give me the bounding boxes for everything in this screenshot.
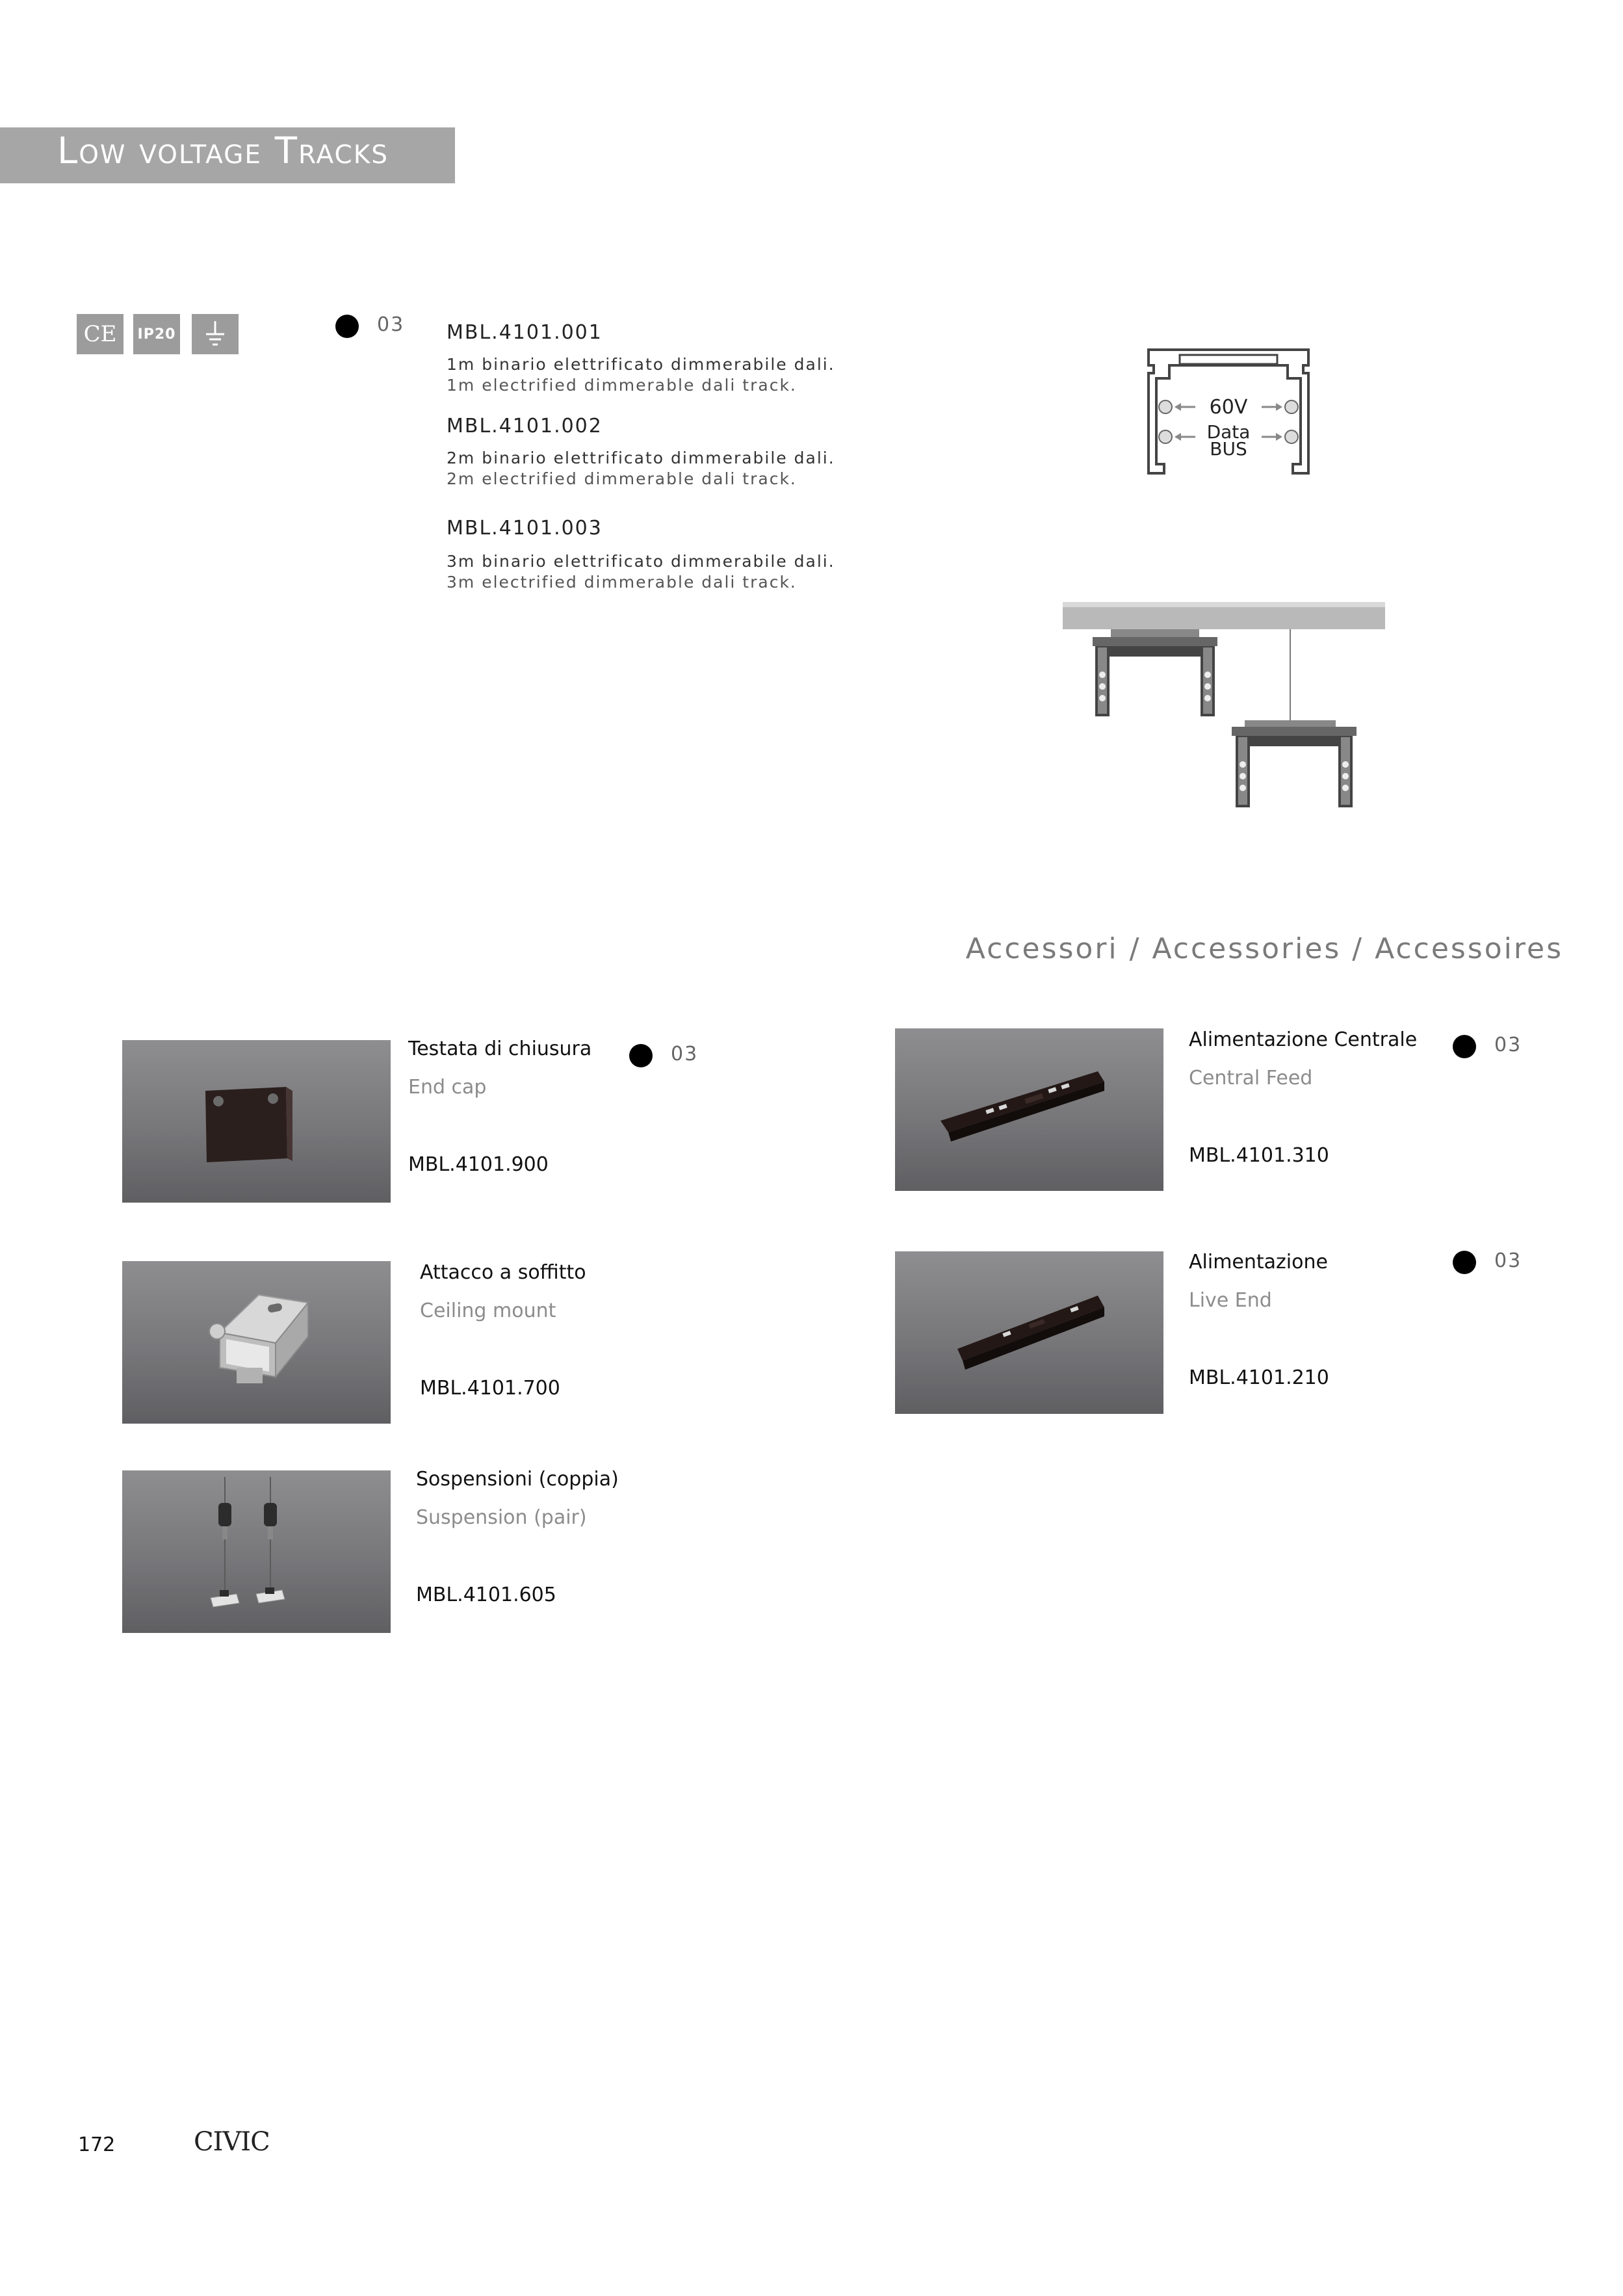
end-cap-name-en: End cap bbox=[408, 1076, 487, 1099]
track-code-3: MBL.4101.003 bbox=[447, 517, 603, 540]
diagram-data-label: Data bbox=[1206, 421, 1251, 443]
track-desc-en-3: 3m electrified dimmerable dali track. bbox=[447, 573, 797, 592]
accessories-title: Accessori / Accessories / Accessoires bbox=[965, 932, 1563, 965]
finish-color-dot bbox=[335, 315, 359, 338]
track-desc-en-2: 2m electrified dimmerable dali track. bbox=[447, 469, 797, 488]
page-title: Low voltage Tracks bbox=[57, 130, 389, 172]
track-desc-it-2: 2m binario elettrificato dimmerabile dali. bbox=[447, 449, 835, 467]
ceiling-mount-name-it: Attacco a soffitto bbox=[420, 1261, 586, 1284]
live-end-finish: 03 bbox=[1494, 1249, 1522, 1272]
brand-logo: CIVIC bbox=[194, 2127, 270, 2157]
ceiling-mount-name-en: Ceiling mount bbox=[420, 1299, 556, 1322]
track-desc-it-1: 1m binario elettrificato dimmerabile dali. bbox=[447, 355, 835, 374]
track-desc-it-3: 3m binario elettrificato dimmerabile dali. bbox=[447, 552, 835, 571]
central-feed-name-en: Central Feed bbox=[1189, 1067, 1313, 1089]
end-cap-finish: 03 bbox=[671, 1043, 699, 1065]
suspension-name-en: Suspension (pair) bbox=[416, 1506, 587, 1529]
ip20-rating-icon: IP20 bbox=[133, 314, 180, 354]
central-feed-finish-dot bbox=[1453, 1035, 1476, 1058]
suspension-name-it: Sospensioni (coppia) bbox=[416, 1468, 619, 1491]
suspension-photo bbox=[122, 1470, 391, 1633]
live-end-name-it: Alimentazione bbox=[1189, 1251, 1328, 1273]
diagram-bus-label: BUS bbox=[1210, 438, 1247, 460]
ceiling-mount-photo bbox=[122, 1261, 391, 1424]
suspension-code: MBL.4101.605 bbox=[416, 1584, 556, 1606]
track-code-1: MBL.4101.001 bbox=[447, 321, 603, 344]
central-feed-name-it: Alimentazione Centrale bbox=[1189, 1028, 1418, 1051]
ce-mark-icon: CE bbox=[77, 314, 123, 354]
track-installation-diagram bbox=[1056, 598, 1388, 819]
diagram-voltage-label: 60V bbox=[1209, 396, 1248, 419]
finish-code: 03 bbox=[377, 313, 405, 336]
live-end-finish-dot bbox=[1453, 1251, 1476, 1274]
track-desc-en-1: 1m electrified dimmerable dali track. bbox=[447, 376, 797, 395]
end-cap-code: MBL.4101.900 bbox=[408, 1153, 549, 1176]
central-feed-finish: 03 bbox=[1494, 1034, 1522, 1056]
central-feed-code: MBL.4101.310 bbox=[1189, 1144, 1329, 1167]
track-profile-diagram bbox=[1141, 343, 1316, 484]
live-end-code: MBL.4101.210 bbox=[1189, 1366, 1329, 1389]
page-number: 172 bbox=[78, 2133, 116, 2156]
live-end-photo bbox=[895, 1251, 1163, 1414]
ceiling-mount-code: MBL.4101.700 bbox=[420, 1377, 560, 1400]
end-cap-name-it: Testata di chiusura bbox=[408, 1037, 592, 1060]
central-feed-photo bbox=[895, 1028, 1163, 1191]
live-end-name-en: Live End bbox=[1189, 1289, 1272, 1312]
end-cap-photo bbox=[122, 1040, 391, 1203]
track-code-2: MBL.4101.002 bbox=[447, 415, 603, 437]
earth-ground-icon bbox=[192, 314, 239, 354]
end-cap-finish-dot bbox=[629, 1044, 653, 1067]
